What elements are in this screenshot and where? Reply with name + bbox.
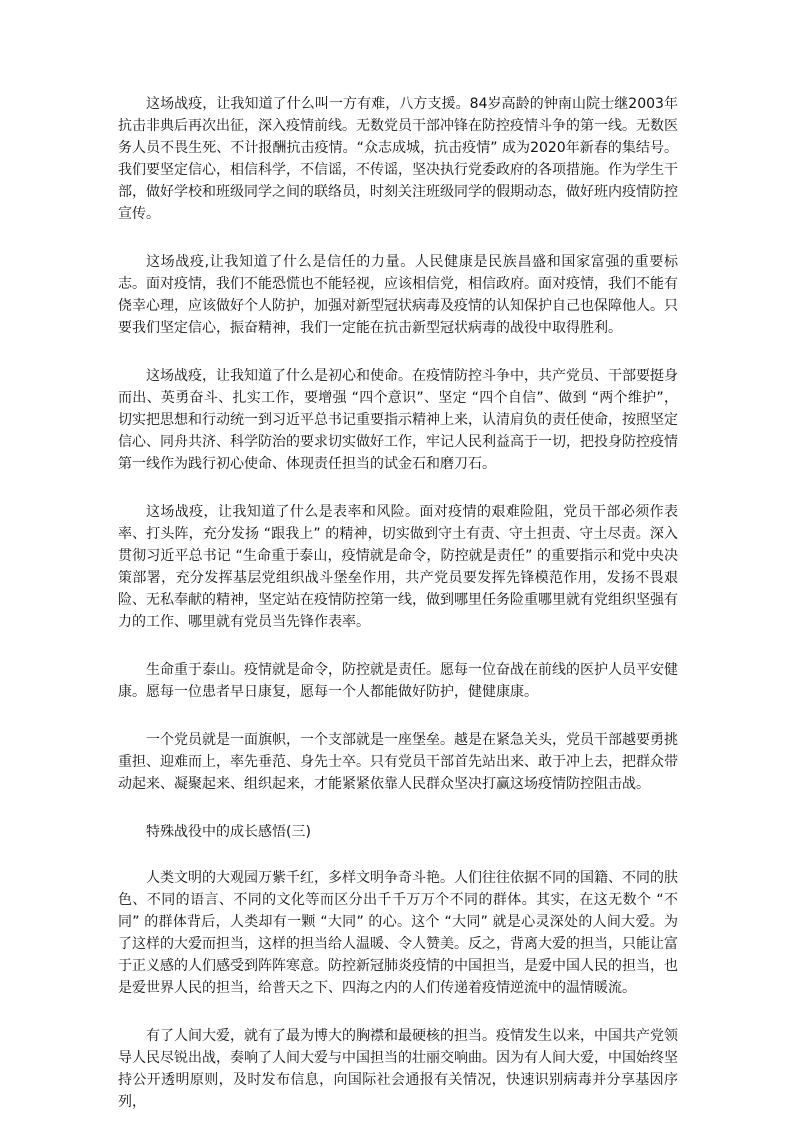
section-heading: 特殊战役中的成长感悟(三) (146, 824, 311, 840)
document-body (118, 93, 678, 1139)
paragraph-6: 一个党员就是一面旗帜，一个支部就是一座堡垒。越是在紧急关头，党员干部越要勇挑重担、迎难而上，率先垂范、身先士卒。只有党员干部首先站出来、敢于冲上去，把群众带动起来、凝聚起来、组织起来，才能紧紧依靠人民群众坚决打赢这场疫情防控阻击战。 (118, 732, 678, 792)
paragraph-8: 有了人间大爱，就有了最为博大的胸襟和最硬核的担当。疫情发生以来，中国共产党领导人民尽锐出战，奏响了人间大爱与中国担当的壮丽交响曲。因为有人间大爱，中国始终坚持公开透明原则，及时发布信息，向国际社会通报有关情况，快速识别病毒并分享基因序列， (118, 1028, 678, 1110)
paragraph-7: 人类文明的大观园万紫千红，多样文明争奇斗艳。人们往往依据不同的国籍、不同的肤色、不同的语言、不同的文化等而区分出千千万万个不同的群体。其实，在这无数个 “不同” 的群体背后，人类却有一颗 “大同” 的心。这个 “大同” 就是心灵深处的人间大爱。为了这样的大爱而担当，这样的担当给人温暖、令人赞美。反之，背离大爱的担当，只能让富于正义感的人们感受到阵阵寒意。防控新冠肺炎疫情的中国担当，是爱中国人民的担当，也是爱世界人民的担当，给普天之下、四海之内的人们传递着疫情逆流中的温情暖流。 (118, 870, 678, 996)
paragraph-2: 这场战疫,让我知道了什么是信任的力量。人民健康是民族昌盛和国家富强的重要标志。面对疫情，我们不能恐慌也不能轻视，应该相信党，相信政府。面对疫情，我们不能有侥幸心理，应该做好个人防护，加强对新型冠状病毒及疫情的认知保护自己也保障他人。只要我们坚定信心，振奋精神，我们一定能在抗击新型冠状病毒的战役中取得胜利。 (118, 254, 678, 336)
paragraph-5: 生命重于泰山。疫情就是命令，防控就是责任。愿每一位奋战在前线的医护人员平安健康。愿每一位患者早日康复，愿每一个人都能做好防护，健健康康。 (118, 662, 678, 700)
paragraph-4: 这场战疫，让我知道了什么是表率和风险。面对疫情的艰难险阻，党员干部必须作表率、打头阵，充分发扬 “跟我上” 的精神，切实做到守土有责、守土担责、守土尽责。深入贯彻习近平总书记 “生命重于泰山，疫情就是命令，防控就是责任” 的重要指示和党中央决策部署，充分发挥基层党组织战斗堡垒作用，共产党员要发挥先锋模范作用，发扬不畏艰险、无私奉献的精神，坚定站在疫情防控第一线，做到哪里任务险重哪里就有党组织坚强有力的工作、哪里就有党员当先锋作表率。 (118, 504, 678, 630)
paragraph-3: 这场战疫，让我知道了什么是初心和使命。在疫情防控斗争中，共产党员、干部要挺身而出、英勇奋斗、扎实工作，要增强 “四个意识”、坚定 “四个自信”、做到 “两个维护”，切实把思想和行动统一到习近平总书记重要指示精神上来，认清肩负的责任使命，按照坚定信心、同舟共济、科学防治的要求切实做好工作，牢记人民利益高于一切，把投身防控疫情第一线作为践行初心使命、体现责任担当的试金石和磨刀石。 (118, 368, 678, 472)
paragraph-1: 这场战疫，让我知道了什么叫一方有难，八方支援。84岁高龄的钟南山院士继2003年抗击非典后再次出征，深入疫情前线。无数党员干部冲锋在防控疫情斗争的第一线。无数医务人员不畏生死、不计报酬抗击疫情。“众志成城，抗击疫情” 成为2020年新春的集结号。我们要坚定信心，相信科学，不信谣，不传谣，坚决执行党委政府的各项措施。作为学生干部，做好学校和班级同学之间的联络员，时刻关注班级同学的假期动态，做好班内疫情防控宣传。 (118, 96, 678, 222)
